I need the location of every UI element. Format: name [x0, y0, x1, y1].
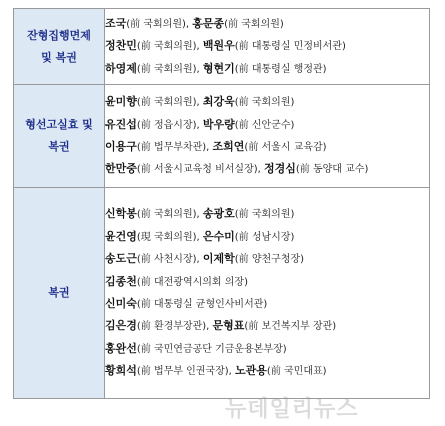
person-position: (前 신안군수)	[234, 119, 295, 131]
person-name: 송도근	[105, 252, 137, 266]
person-name: 은수미	[202, 229, 235, 243]
person-name: 박우량	[202, 117, 235, 131]
person-position: (前 서울시교육청 비서실장),	[136, 164, 265, 176]
name-line	[105, 203, 429, 225]
name-line	[105, 293, 429, 315]
category-cell	[14, 9, 105, 85]
category-cell	[14, 188, 105, 399]
person-position: (前 동양대 교수)	[295, 164, 369, 176]
person-position: (前 국회의원),	[136, 97, 203, 109]
person-position: (前 국민대표)	[266, 366, 327, 378]
person-position: (前 국회의원),	[126, 18, 193, 30]
person-name: 신미숙	[105, 297, 137, 310]
pardon-list-body	[14, 9, 430, 399]
section-row	[14, 85, 430, 188]
name-line	[105, 114, 429, 136]
person-name: 정찬민	[105, 39, 137, 53]
person-position: (前 대통령실 민정비서관)	[234, 41, 346, 53]
name-line	[105, 13, 429, 35]
person-position: (前 국회의원)	[234, 97, 295, 109]
person-name: 백원우	[202, 39, 235, 53]
category-label: 잔형집행면제 및 복권	[27, 28, 91, 64]
name-line	[105, 271, 429, 293]
name-line	[105, 226, 429, 248]
name-line	[105, 136, 429, 158]
name-line	[105, 58, 429, 80]
person-position: (前 대통령실 행정관)	[234, 63, 327, 75]
person-position: (前 사천시장),	[136, 254, 203, 266]
person-position: (前 양천구청장)	[234, 254, 305, 266]
person-position: (現 국회의원),	[136, 231, 203, 243]
person-name: 정경심	[264, 162, 296, 176]
person-position: (前 국회의원),	[136, 41, 203, 53]
person-position: (前 국회의원),	[136, 63, 203, 75]
person-name: 형현기	[202, 61, 235, 75]
names-cell	[105, 85, 430, 188]
names-cell	[105, 9, 430, 85]
person-name: 조국	[105, 16, 127, 30]
person-name: 한만중	[105, 162, 137, 176]
person-name: 노관용	[235, 364, 267, 378]
person-position: (前 환경부장관),	[136, 321, 213, 333]
person-name: 조희연	[212, 140, 245, 153]
person-name: 김은경	[105, 319, 137, 333]
person-position: (前 국회의원),	[136, 209, 203, 221]
category-cell	[14, 85, 105, 188]
person-name: 이제학	[202, 252, 235, 266]
person-name: 윤미향	[105, 95, 137, 109]
person-position: (前 서울시 교육감)	[244, 142, 327, 153]
person-position: (前 국회의원)	[224, 18, 284, 30]
person-position: (前 대전광역시의회 의장)	[136, 276, 248, 288]
person-position: (前 대통령실 균형인사비서관)	[136, 299, 268, 310]
names-cell	[105, 188, 430, 399]
person-name: 윤건영	[105, 229, 137, 243]
section-row	[14, 188, 430, 399]
pardon-list-table	[13, 8, 430, 399]
person-position: (前 법무부 인권국장),	[136, 366, 236, 378]
section-row	[14, 9, 430, 85]
person-name: 유진섭	[105, 117, 137, 131]
person-name: 최강욱	[202, 95, 235, 109]
category-label: 복권	[48, 286, 70, 299]
person-name: 이용구	[105, 140, 137, 153]
person-name: 하영제	[105, 61, 137, 75]
name-line	[105, 315, 429, 337]
person-position: (前 정읍시장),	[136, 119, 203, 131]
person-name: 문형표	[212, 319, 245, 333]
name-line	[105, 91, 429, 113]
category-label: 형선고실효 및 복권	[25, 118, 93, 153]
person-position: (前 성남시장)	[234, 231, 295, 243]
person-name: 송광호	[202, 207, 235, 221]
person-name: 황희석	[105, 364, 137, 378]
person-name: 홍문종	[192, 16, 225, 30]
person-name: 홍완선	[105, 341, 137, 355]
person-position: (前 국회의원)	[234, 209, 295, 221]
name-line	[105, 248, 429, 270]
name-line	[105, 35, 429, 57]
person-position: (前 보건복지부 장관)	[244, 321, 337, 333]
name-line	[105, 338, 429, 360]
person-position: (前 법무부차관),	[136, 142, 213, 153]
person-name: 김종천	[105, 274, 137, 288]
person-name: 신학봉	[105, 207, 137, 221]
person-position: (前 국민연금공단 기금운용본부장)	[136, 343, 287, 355]
watermark: 뉴데일리뉴스	[225, 397, 359, 422]
name-line	[105, 360, 429, 382]
name-line	[105, 158, 429, 180]
